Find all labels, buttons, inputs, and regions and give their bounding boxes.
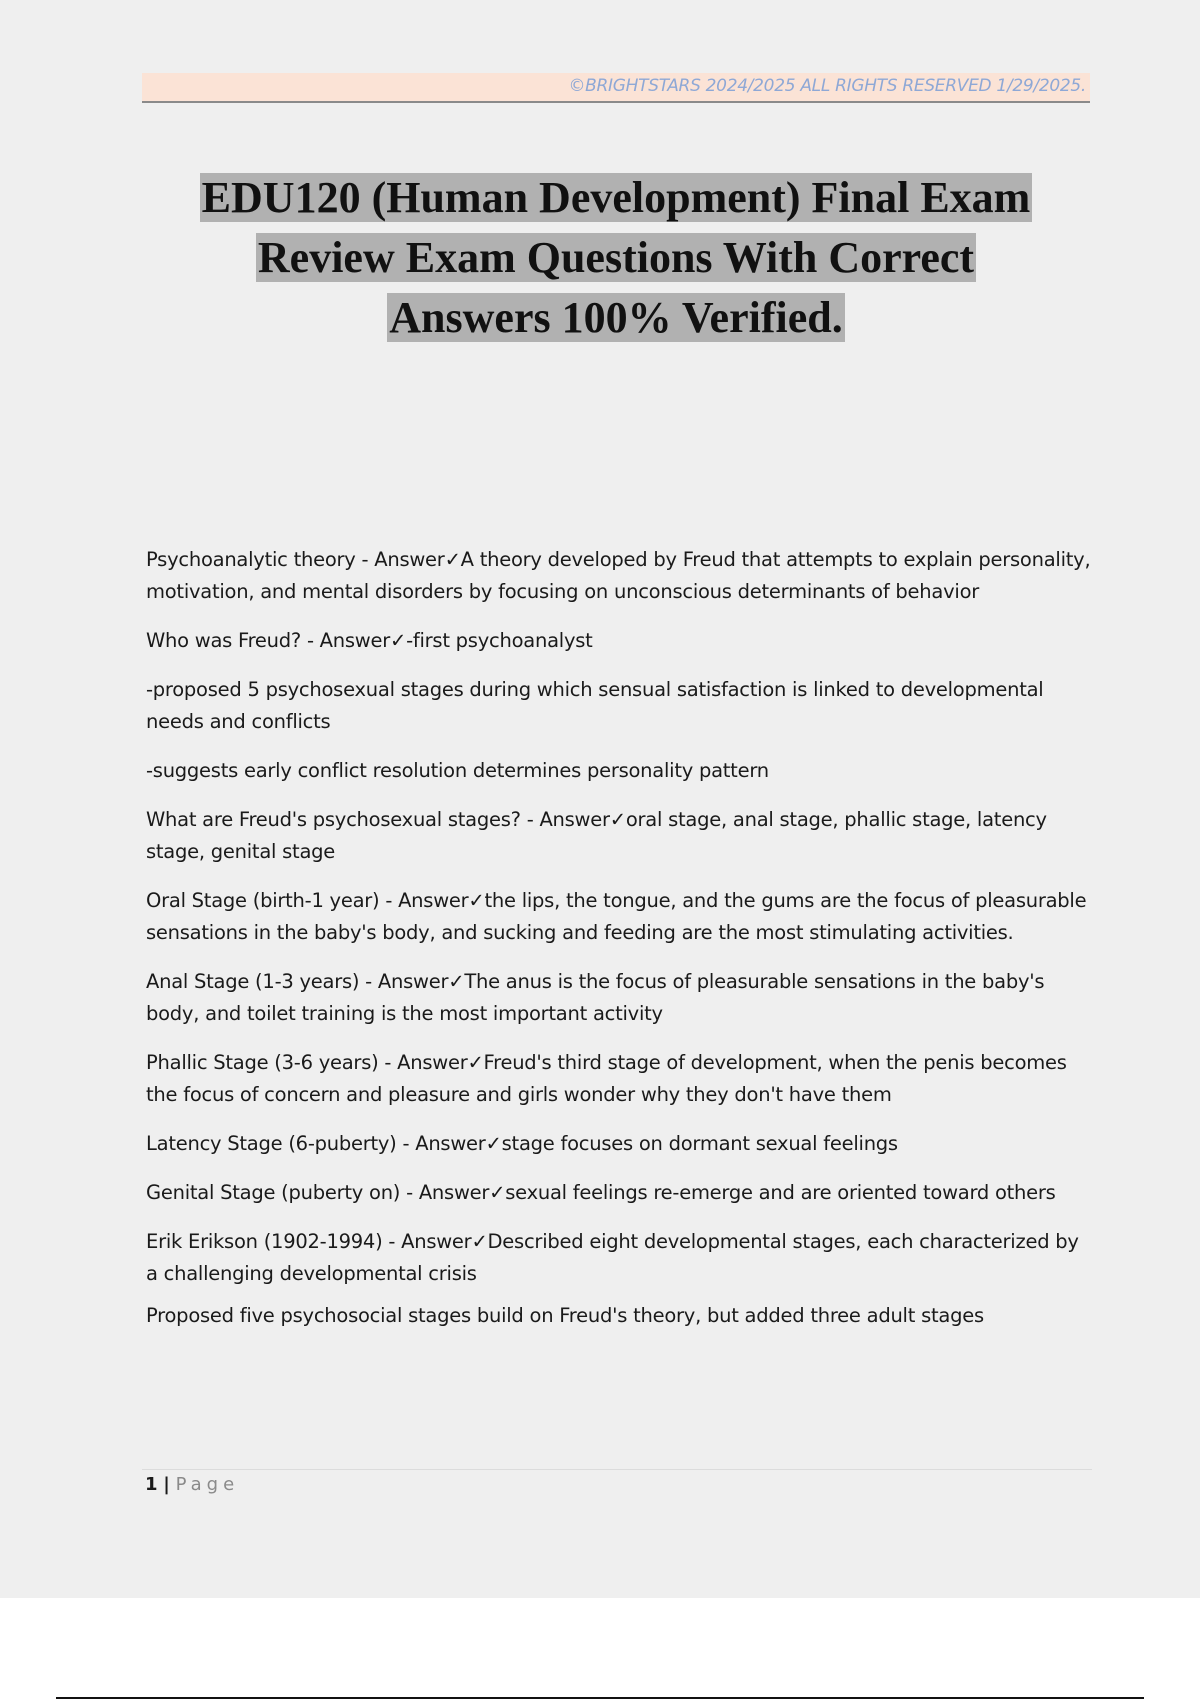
paragraph: Psychoanalytic theory - Answer✓A theory developed by Freud that attempts to explain personality, motivation, and mental disorders by focusing on unconscious determinants of behavior [146,548,1091,603]
paragraph: Erik Erikson (1902-1994) - Answer✓Described eight developmental stages, each characterized by a challenging developmental crisis [146,1230,1079,1285]
paragraph: Anal Stage (1-3 years) - Answer✓The anus is the focus of pleasurable sensations in the baby's body, and toilet training is the most important activity [146,970,1045,1025]
paragraph: Phallic Stage (3-6 years) - Answer✓Freud's third stage of development, when the penis becomes the focus of concern and pleasure and girls wonder why they don't have them [146,1051,1067,1106]
header-bar [142,73,1090,103]
title-line: Answers 100% Verified. [389,293,843,342]
paragraph: -proposed 5 psychosexual stages during which sensual satisfaction is linked to developmental needs and conflicts [146,678,1044,733]
page-number: 1 [145,1474,158,1495]
document-title [142,168,1090,348]
footer-divider [142,1469,1092,1470]
paragraph: -suggests early conflict resolution determines personality pattern [146,759,769,782]
paragraph: Latency Stage (6-puberty) - Answer✓stage focuses on dormant sexual feelings [146,1132,898,1155]
title-line: Review Exam Questions With Correct [257,233,975,282]
paragraph: Oral Stage (birth-1 year) - Answer✓the lips, the tongue, and the gums are the focus of pleasurable sensations in the baby's body, and sucking and feeding are the most stimulating activities. [146,889,1087,944]
title-line: EDU120 (Human Development) Final Exam [201,173,1031,222]
copyright-notice: ©BRIGHTSTARS 2024/2025 ALL RIGHTS RESERVED 1/29/2025. [568,76,1086,96]
paragraph: Who was Freud? - Answer✓-first psychoanalyst [146,629,593,652]
page-footer [145,1474,239,1495]
footer-separator: | [163,1474,170,1495]
document-body [146,544,1096,1349]
page-label: Page [175,1474,240,1495]
bottom-divider [56,1697,1144,1699]
paragraph: Proposed five psychosocial stages build on Freud's theory, but added three adult stages [146,1304,984,1327]
paragraph: Genital Stage (puberty on) - Answer✓sexual feelings re-emerge and are oriented toward others [146,1181,1056,1204]
paragraph: What are Freud's psychosexual stages? - Answer✓oral stage, anal stage, phallic stage, latency stage, genital stage [146,808,1047,863]
